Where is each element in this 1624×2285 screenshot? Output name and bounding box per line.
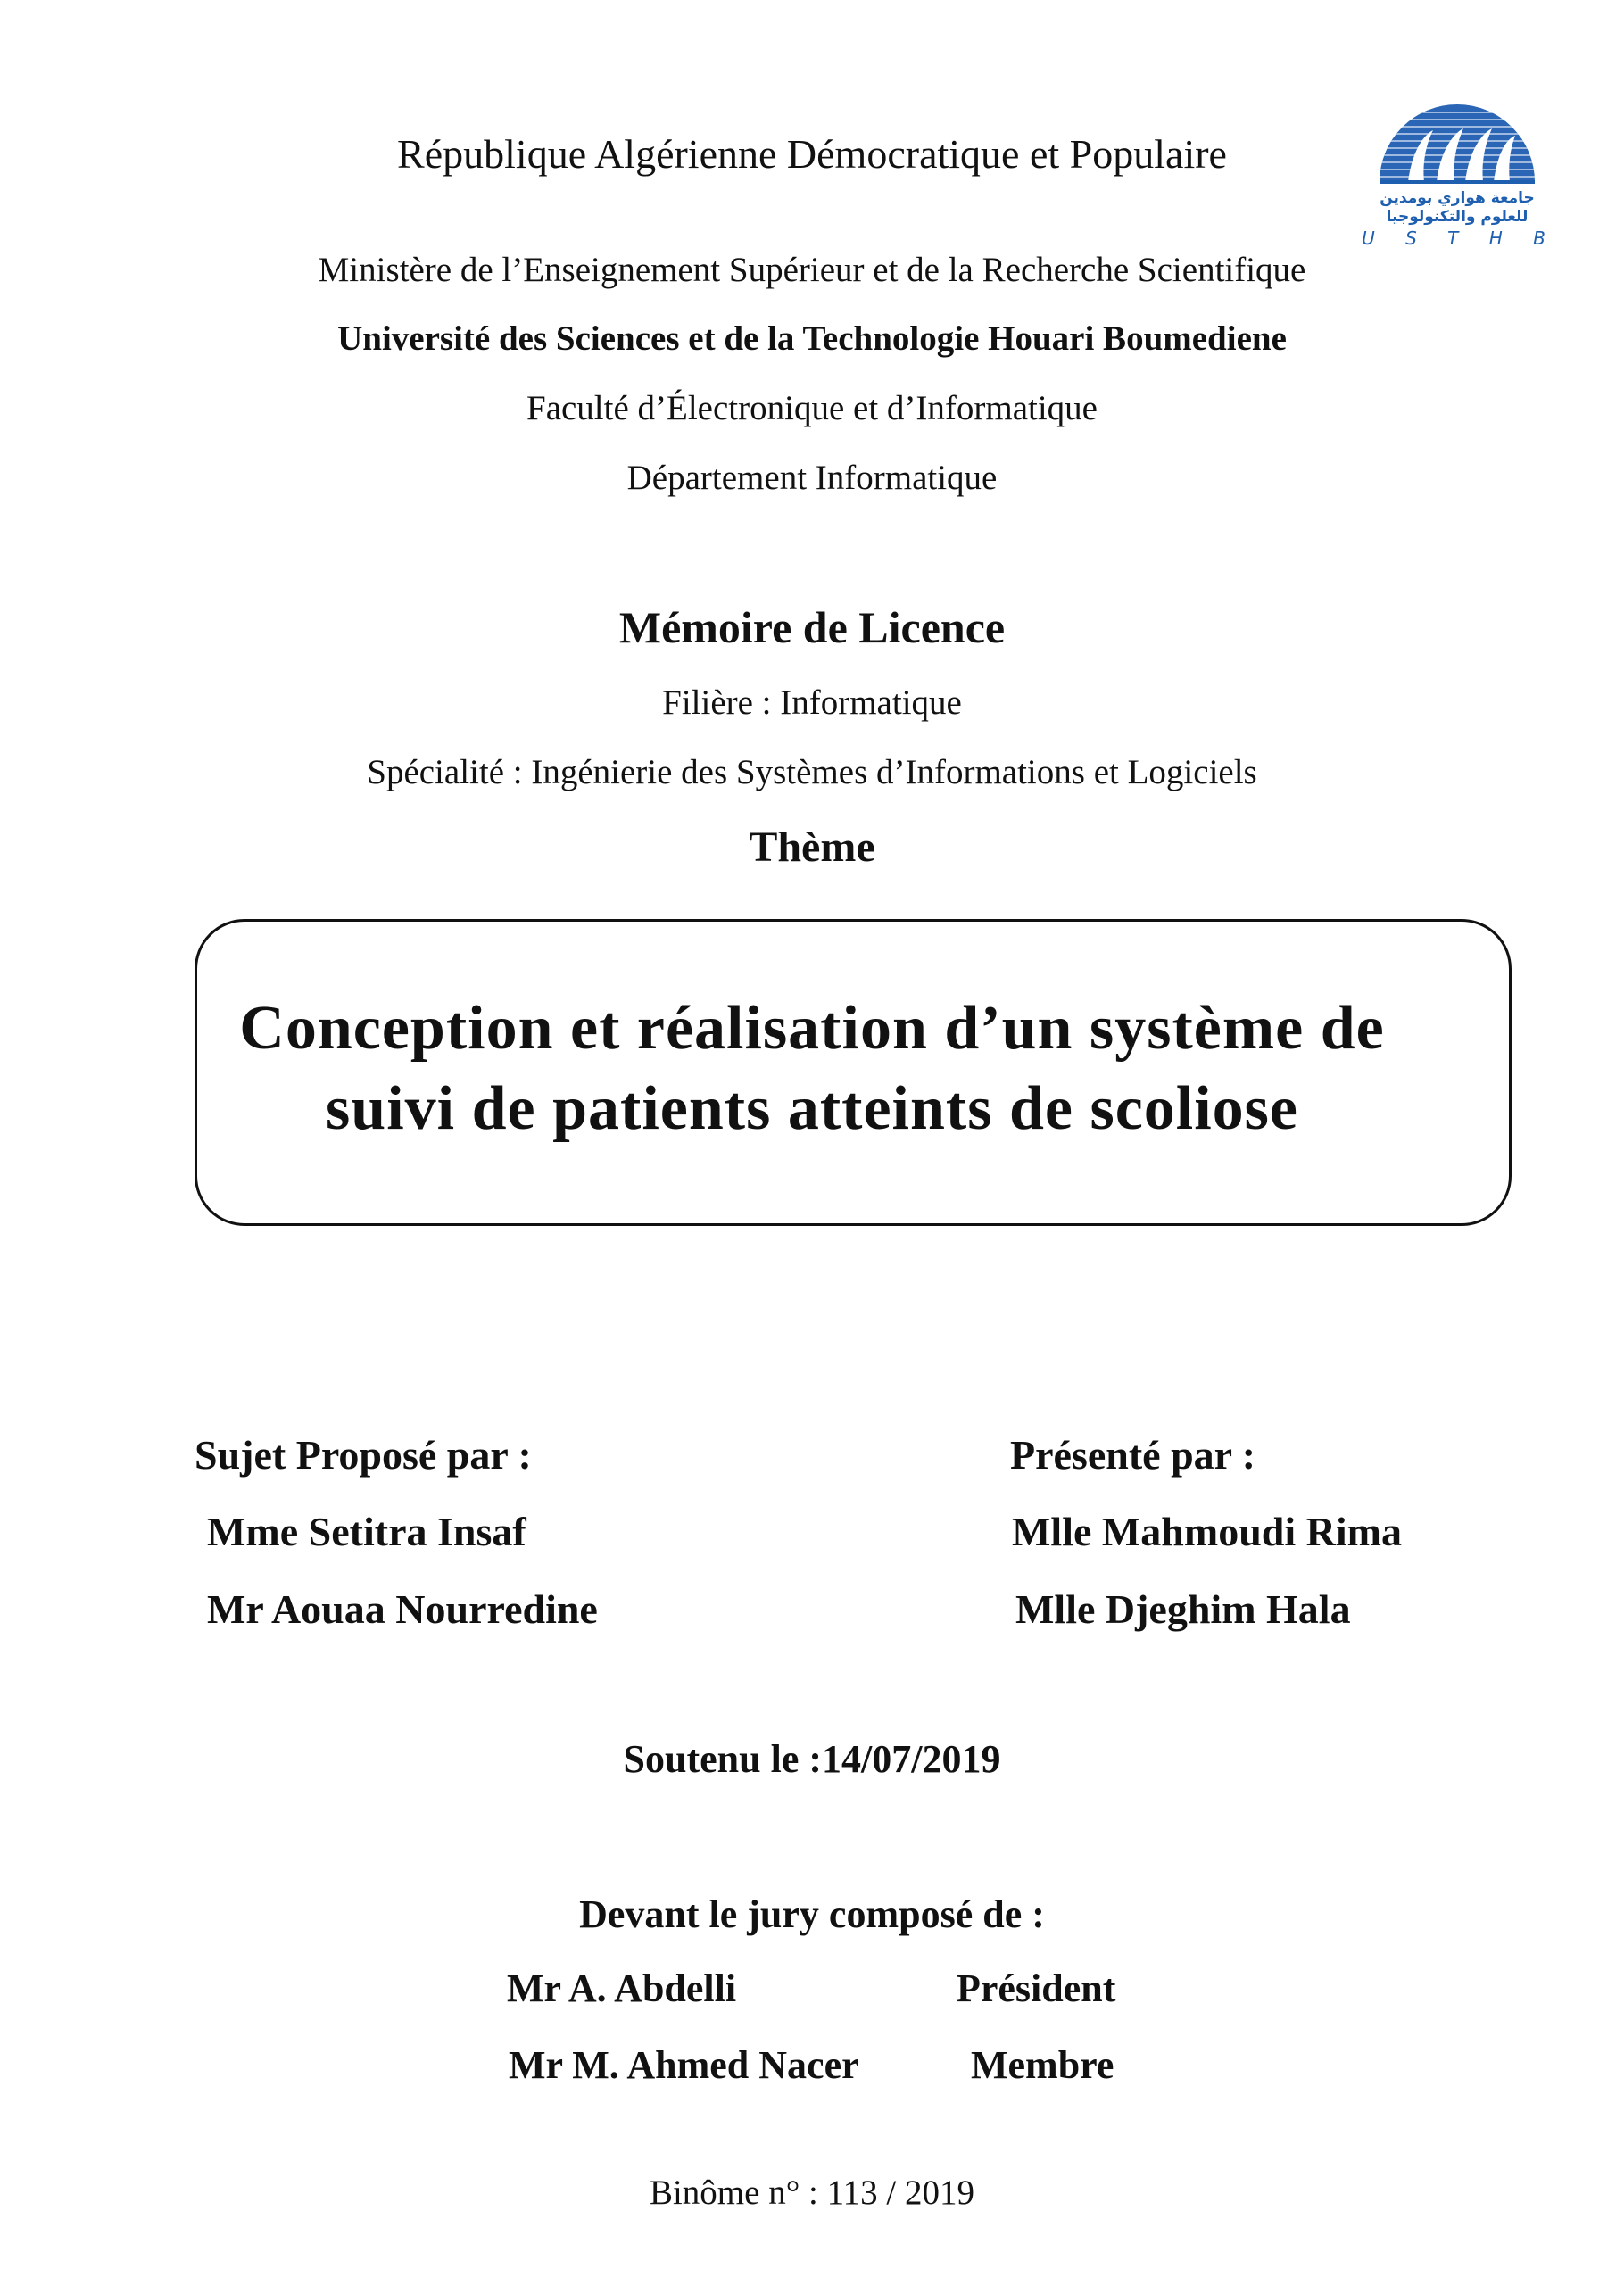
specialite-line: Spécialité : Ingénierie des Systèmes d’Informations et Logiciels [367, 753, 1257, 791]
jury-member-name-1: Mr A. Abdelli [507, 1966, 737, 2010]
presented-label: Présenté par : [1010, 1432, 1256, 1478]
defense-date: Soutenu le :14/07/2019 [623, 1737, 1001, 1781]
proposer-name-2: Mr Aouaa Nourredine [207, 1586, 598, 1632]
filiere-line: Filière : Informatique [662, 683, 962, 722]
logo-arabic-line1: جامعة هواري بومدين [1380, 189, 1535, 207]
theme-box [195, 919, 1512, 1226]
jury-member-role-1: Président [957, 1966, 1116, 2010]
logo-arabic-line2: للعلوم والتكنولوجيا [1386, 208, 1529, 226]
jury-member-name-2: Mr M. Ahmed Nacer [509, 2043, 859, 2087]
binome-line: Binôme n° : 113 / 2019 [649, 2173, 975, 2212]
republic-line: République Algérienne Démocratique et Populaire [397, 131, 1227, 177]
theme-label: Thème [749, 824, 875, 871]
logo-acronym: U S T H B [1362, 228, 1558, 249]
theme-title-line2: suivi de patients atteints de scoliose [326, 1074, 1298, 1143]
presenter-name-2: Mlle Djeghim Hala [1015, 1586, 1351, 1632]
university-line: Université des Sciences et de la Technologie Houari Boumediene [337, 319, 1287, 358]
jury-label: Devant le jury composé de : [579, 1892, 1045, 1936]
jury-member-role-2: Membre [971, 2043, 1114, 2087]
theme-title-line1: Conception et réalisation d’un système de [239, 994, 1385, 1063]
department-line: Département Informatique [626, 459, 998, 497]
proposed-label: Sujet Proposé par : [195, 1432, 532, 1478]
presenter-name-1: Mlle Mahmoudi Rima [1012, 1509, 1402, 1554]
ministry-line: Ministère de l’Enseignement Supérieur et de la Recherche Scientifique [318, 251, 1306, 289]
memoire-title: Mémoire de Licence [618, 602, 1006, 652]
usthb-logo-icon [1362, 100, 1558, 253]
faculty-line: Faculté d’Électronique et d’Informatique [526, 389, 1098, 427]
proposer-name-1: Mme Setitra Insaf [207, 1509, 526, 1554]
